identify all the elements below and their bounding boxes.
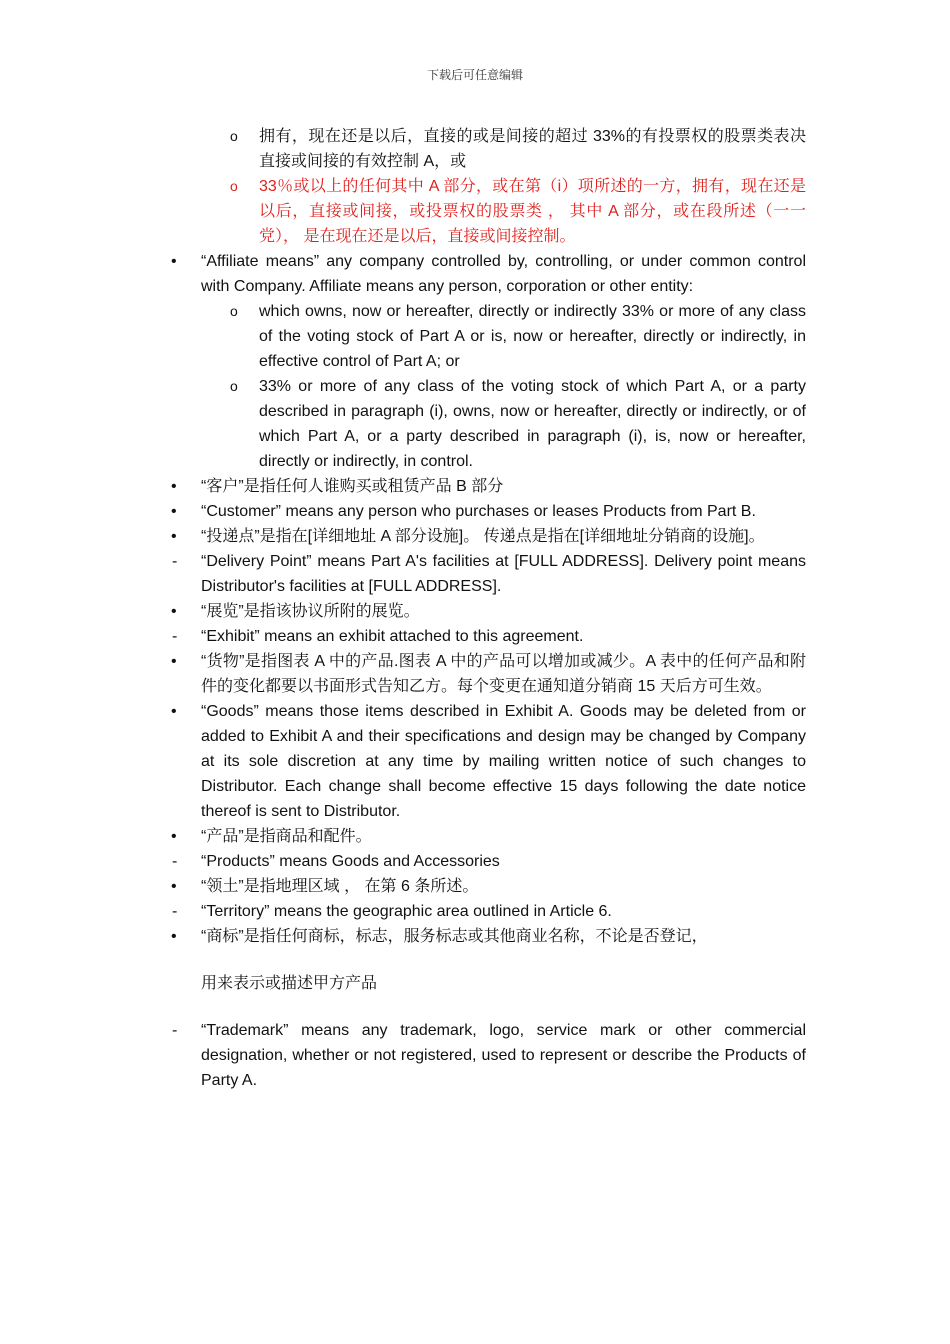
bullet-marker: • [171, 503, 177, 520]
bullet-marker: • [171, 603, 177, 620]
list-item-text: 拥有，现在还是以后，直接的或是间接的超过 33%的有投票权的股票类表决直接或间接的有效控制 A，或 [259, 128, 806, 170]
dash-marker: - [172, 1022, 178, 1039]
list-item [172, 899, 806, 924]
list-item-text: “Customer” means any person who purchases or leases Products from Part B. [201, 503, 756, 520]
list-item-text: “客户”是指任何人谁购买或租赁产品 B 部分 [201, 478, 504, 495]
dash-marker: - [172, 903, 178, 920]
sub-bullet-marker: o [230, 178, 238, 194]
list-item [171, 824, 806, 849]
list-item-text: “展览”是指该协议所附的展览。 [201, 603, 420, 620]
list-item [171, 524, 806, 549]
list-item [172, 1018, 806, 1093]
bullet-marker: • [171, 828, 177, 845]
page-header: 下载后可任意编辑 [426, 68, 523, 82]
bullet-marker: • [171, 478, 177, 495]
list-item-text: “Products” means Goods and Accessories [201, 853, 500, 870]
list-item-text: “Territory” means the geographic area outlined in Article 6. [201, 903, 612, 920]
list-item-text: “领土”是指地理区域 ， 在第 6 条所述。 [201, 878, 479, 895]
sub-bullet-marker: o [230, 128, 238, 144]
dash-marker: - [172, 628, 178, 645]
list-item [172, 549, 806, 599]
list-item [230, 374, 806, 474]
list-item [171, 649, 806, 699]
list-item-text: “产品”是指商品和配件。 [201, 828, 372, 845]
list-item [172, 624, 806, 649]
sub-bullet-marker: o [230, 378, 238, 394]
sub-bullet-marker: o [230, 303, 238, 319]
list-item-text: “Goods” means those items described in Exhibit A. Goods may be deleted from or added to Exhibit A and their specifications and design may be changed by Company at its sole discretion at any time by mailing written notice of such changes to Distributor. Each change shall become effective 15 days following the date notice thereof is sent to Distributor. [201, 703, 806, 820]
document-body [0, 124, 950, 1093]
paragraph-text: 用来表示或描述甲方产品 [201, 975, 378, 992]
list-item [171, 499, 806, 524]
list-item-text: “Affiliate means” any company controlled by, controlling, or under common control with Company. Affiliate means any person, corporation or other entity: [201, 253, 806, 295]
list-item [230, 124, 806, 174]
list-item [171, 599, 806, 624]
list-item-text: “Trademark” means any trademark, logo, service mark or other commercial designation, whether or not registered, used to represent or describe the Products of Party A. [201, 1022, 806, 1089]
dash-marker: - [172, 853, 178, 870]
continuation-paragraph [201, 971, 806, 996]
list-item-text: “投递点”是指在[详细地址 A 部分设施]。 传递点是指在[详细地址分销商的设施]。 [201, 528, 765, 545]
list-item-text: “商标”是指任何商标，标志，服务标志或其他商业名称，不论是否登记， [201, 928, 708, 945]
list-item [171, 474, 806, 499]
list-item [172, 849, 806, 874]
list-item [171, 874, 806, 899]
bullet-marker: • [171, 928, 177, 945]
bullet-marker: • [171, 878, 177, 895]
list-item-text: “Delivery Point” means Part A's facilities at [FULL ADDRESS]. Delivery point means Distributor's facilities at [FULL ADDRESS]. [201, 553, 806, 595]
list-item-text: “Exhibit” means an exhibit attached to this agreement. [201, 628, 584, 645]
list-item [230, 299, 806, 374]
list-item-text: 33％或以上的任何其中 A 部分，或在第（i）项所述的一方，拥有，现在还是以后，直接或间接，或投票权的股票类 ， 其中 A 部分，或在段所述（一一党）， 是在现在还是以后，直接或间接控制。 [259, 178, 806, 245]
dash-marker: - [172, 553, 178, 570]
list-item [171, 699, 806, 824]
bullet-marker: • [171, 253, 177, 270]
bullet-marker: • [171, 653, 177, 670]
spacer [0, 996, 950, 1018]
bullet-marker: • [171, 703, 177, 720]
spacer [0, 949, 950, 971]
list-item [171, 924, 806, 949]
list-item [171, 249, 806, 299]
list-item [230, 174, 806, 249]
bullet-marker: • [171, 528, 177, 545]
list-item-text: 33% or more of any class of the voting stock of which Part A, or a party described in paragraph (i), owns, now or hereafter, directly or indirectly, or of which Part A, or a party described in paragraph (i), is, now or hereafter, directly or indirectly, in control. [259, 378, 806, 470]
list-item-text: which owns, now or hereafter, directly or indirectly 33% or more of any class of the voting stock of Part A or is, now or hereafter, directly or indirectly, in effective control of Part A; or [259, 303, 806, 370]
list-item-text: “货物”是指图表 A 中的产品.图表 A 中的产品可以增加或减少。A 表中的任何产品和附件的变化都要以书面形式告知乙方。每个变更在通知道分销商 15 天后方可生效。 [201, 653, 806, 695]
